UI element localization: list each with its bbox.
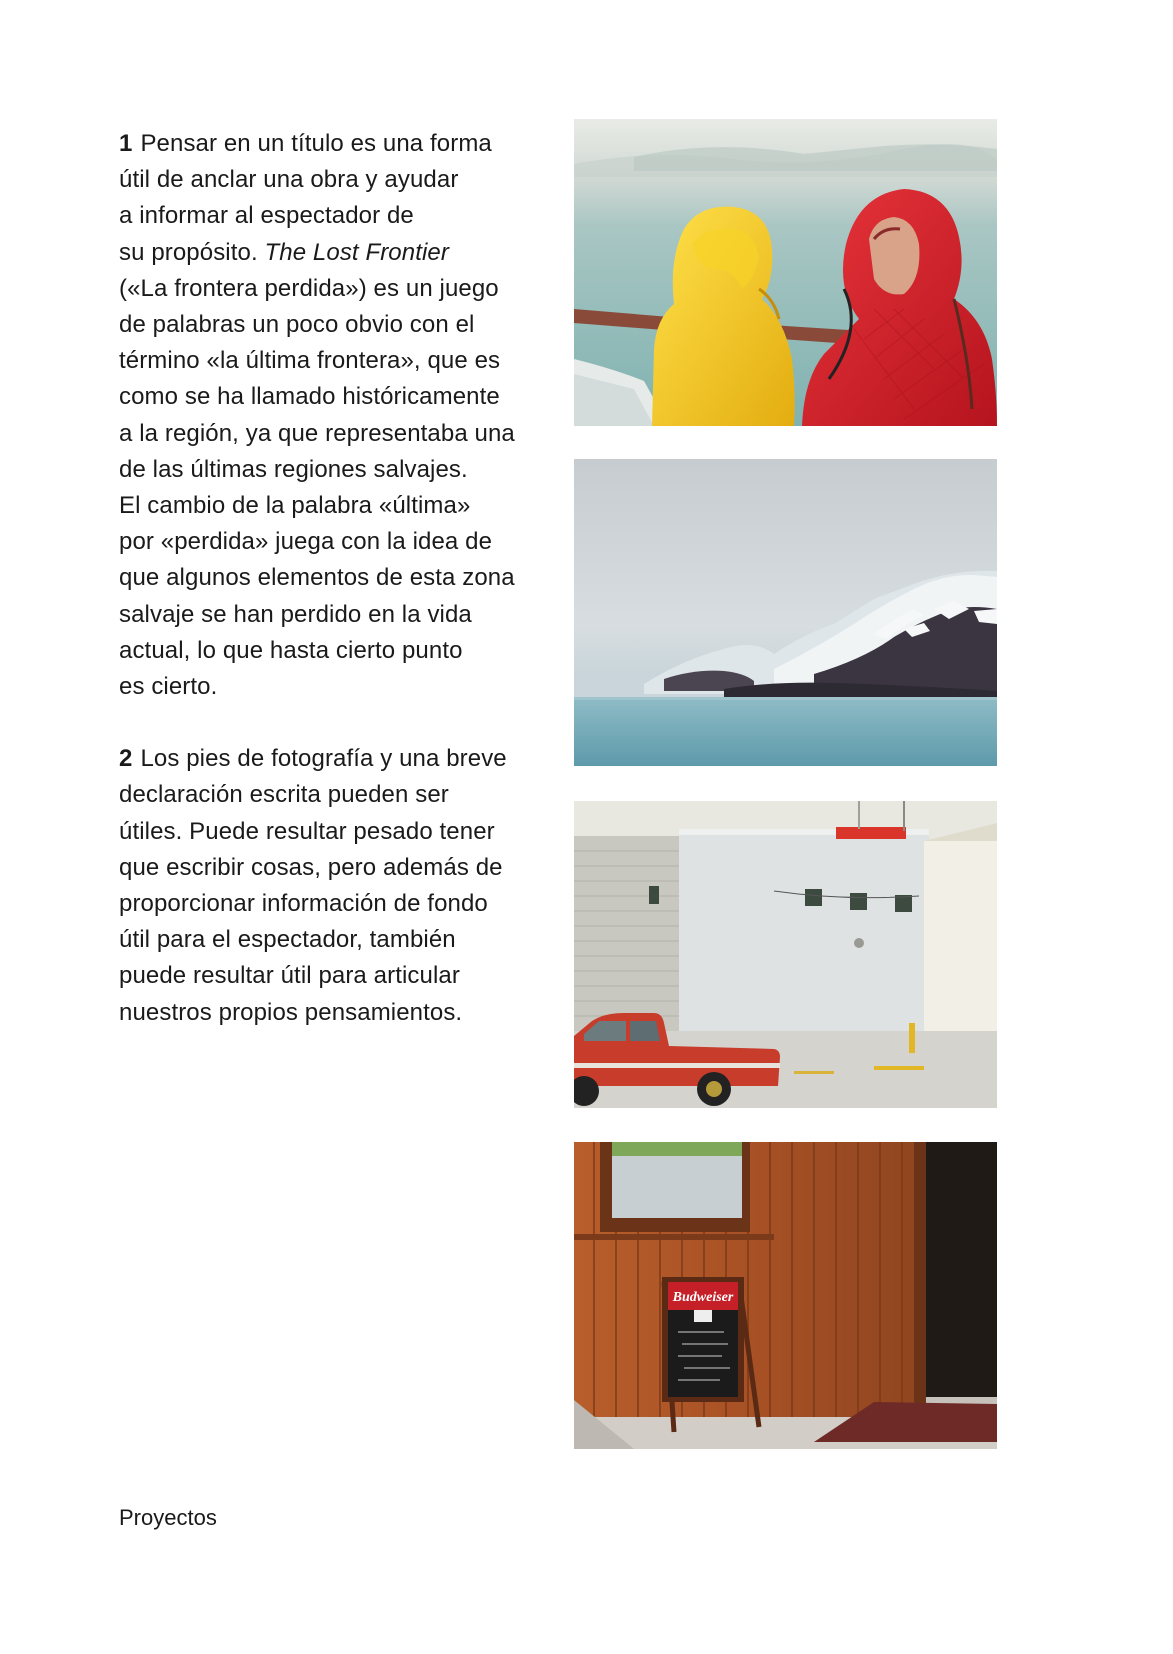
body-text-column [119, 126, 539, 1067]
paragraph-number: 1 [119, 130, 133, 157]
photo-building-pickup [574, 801, 997, 1108]
book-title: The Lost Frontier [264, 238, 449, 266]
section-footer: Proyectos [119, 1505, 217, 1530]
paragraph-1: 1 Pensar en un título es una forma útil de anclar una obra y ayudar a informar al espectador de su propósito. The Lost Frontier («La frontera perdida») es un juego de palabras un poco obvio con el término «la última frontera», que es como se ha llamado históricamente a la región, ya que representaba una de las últimas regiones salvajes. El cambio de la palabra «última» por «perdida» juega con la idea de que algunos elementos de esta zona salvaje se han perdido en la vida actual, lo que hasta cierto punto es cierto. [119, 130, 515, 701]
photo-misty-fjord [574, 459, 997, 766]
photo-hooded-figures [574, 119, 997, 426]
paragraph-2: 2 Los pies de fotografía y una breve declaración escrita pueden ser útiles. Puede resultar pesado tener que escribir cosas, pero además de proporcionar información de fondo útil para el espectador, también puede resultar útil para articular nuestros propios pensamientos. [119, 745, 507, 1026]
photo-wooden-wall-sign [574, 1142, 997, 1449]
sign-brand-text: Budweiser [672, 1290, 734, 1305]
paragraph-number: 2 [119, 745, 133, 773]
